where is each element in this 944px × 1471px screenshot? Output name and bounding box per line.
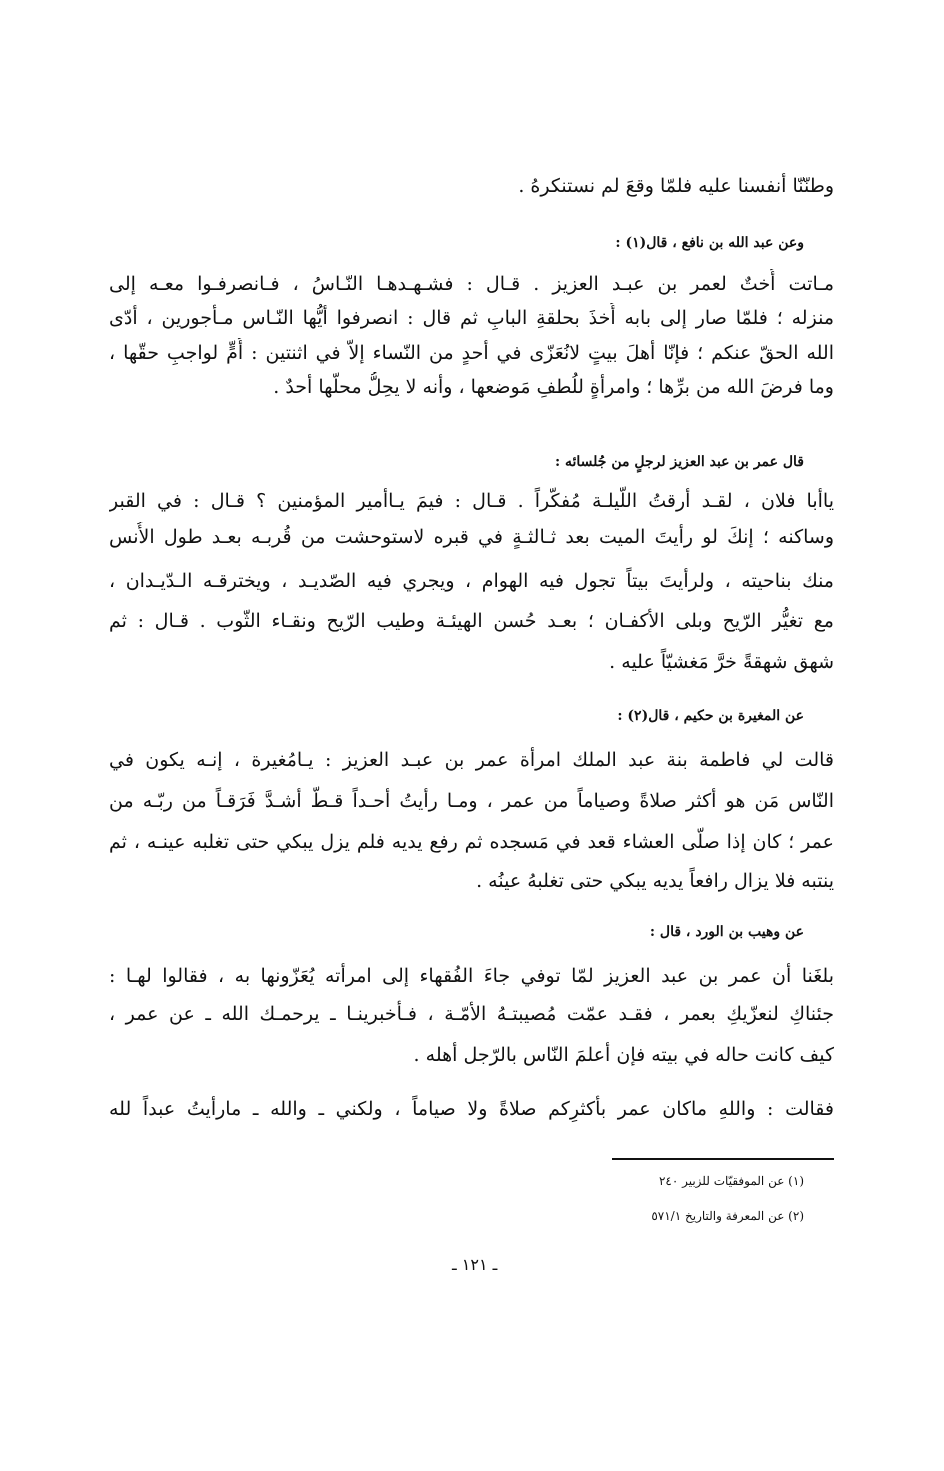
- body-line: وساكنه ؛ إنكَ لو رأيتَ الميت بعد ثـالثـةٍ في قبره لاستوحشت من قُربـه بعـد طول الأُنس: [109, 526, 834, 548]
- body-line: كيف كانت حاله في بيته فإن أعلمَ النّاس بالرّجل أهله .: [413, 1044, 834, 1066]
- body-line: الله الحقّ عنكم ؛ فإنّا أهلَ بيتٍ لانُعَزّى في أحدٍ من النّساء إلاّ في اثنتين : أُمٍّ لواجبِ حقّها ،: [109, 342, 834, 364]
- body-line: النّاس مَن هو أكثر صلاةً وصياماً من عمر ، ومـا رأيتُ أحـداً قـطّ أشـدَّ فَرَقـاً من ربّـه من: [109, 790, 834, 812]
- section-heading: وعن عبد الله بن نافع ، قال(١) :: [615, 235, 804, 251]
- body-line: مـاتت أُختٌ لعمر بن عبـد العزيز . قـال : فشـهـدهـا النّـاسُ ، فـانصرفـوا معـه إلى: [109, 273, 834, 295]
- section-heading: عن المغيرة بن حكيم ، قال(٢) :: [617, 708, 804, 724]
- footnote: (٢) عن المعرفة والتاريخ ٥٧١/١: [651, 1209, 804, 1223]
- body-line: منك بناحيته ، ولرأيتَ بيتاً تجول فيه الهوام ، ويجري فيه الصّديـد ، ويخترقـه الـدّيـدان ،: [109, 570, 834, 592]
- footnote-separator: [612, 1158, 834, 1160]
- body-line: قالت لي فاطمة بنة عبد الملك امرأة عمر بن عبـد العزيز : يـامُغيرة ، إنـه يكون في: [109, 749, 834, 771]
- body-line: بلغَنا أن عمر بن عبد العزيز لمّا توفي جاءَ الفُقهاء إلى امرأته يُعَزّونها به ، فقالوا لهـا :: [109, 965, 834, 987]
- body-line: فقالت : واللهِ ماكان عمر بأكثرِكم صلاةً ولا صياماً ، ولكني ـ والله ـ مارأيتُ عبداً لله: [109, 1098, 834, 1120]
- section-heading: عن وهيب بن الورد ، قال :: [649, 924, 804, 940]
- body-line: ياأبا فلان ، لقـد أرقتُ اللّيلـة مُفكّراً . قـال : فيمَ يـاأمير المؤمنين ؟ قـال : في القبر: [109, 490, 834, 512]
- page-number: ـ ١٢١ ـ: [452, 1255, 498, 1274]
- body-line: عمر ؛ كان إذا صلّى العشاء قعد في مَسجده ثم رفع يديه فلم يزل يبكي حتى تغلبه عينـه ، ثم: [109, 831, 834, 853]
- section-heading: قال عمر بن عبد العزيز لرجلٍ من جُلسائه :: [554, 454, 804, 470]
- body-line: جئناكِ لنعزّيكِ بعمر ، فقـد عمّت مُصيبتـهُ الأمّـة ، فـأخبرينـا ـ يرحمـك الله ـ عن عمر ،: [109, 1003, 834, 1025]
- body-line: وما فرضَ الله من برِّها ؛ وامرأةٍ للُطفِ مَوضعها ، وأنه لا يحِلُّ محلّها أحدٌ .: [273, 376, 834, 398]
- body-line: ينتبه فلا يزال رافعاً يديه يبكي حتى تغلبهُ عينُه .: [476, 870, 834, 892]
- body-line: مع تغيُّر الرّيح وبلى الأكفـان ؛ بعـد حُسن الهيئـة وطيب الرّيح ونقـاء الثّوب . قـال : ثم: [109, 610, 834, 632]
- body-line: شهق شهقةً خرَّ مَغشيّاً عليه .: [609, 651, 834, 673]
- footnote: (١) عن الموفقيّات للزبير ٢٤٠: [658, 1174, 804, 1188]
- body-line: منزله ؛ فلمّا صار إلى بابه أُخذَ بحلقةِ البابِ ثم قال : انصرفوا أيُّها النّـاس مـأجورين ، أدّى: [109, 307, 834, 329]
- body-line: وطنّنّا أنفسنا عليه فلمّا وقعَ لم نستنكرهُ .: [518, 175, 834, 197]
